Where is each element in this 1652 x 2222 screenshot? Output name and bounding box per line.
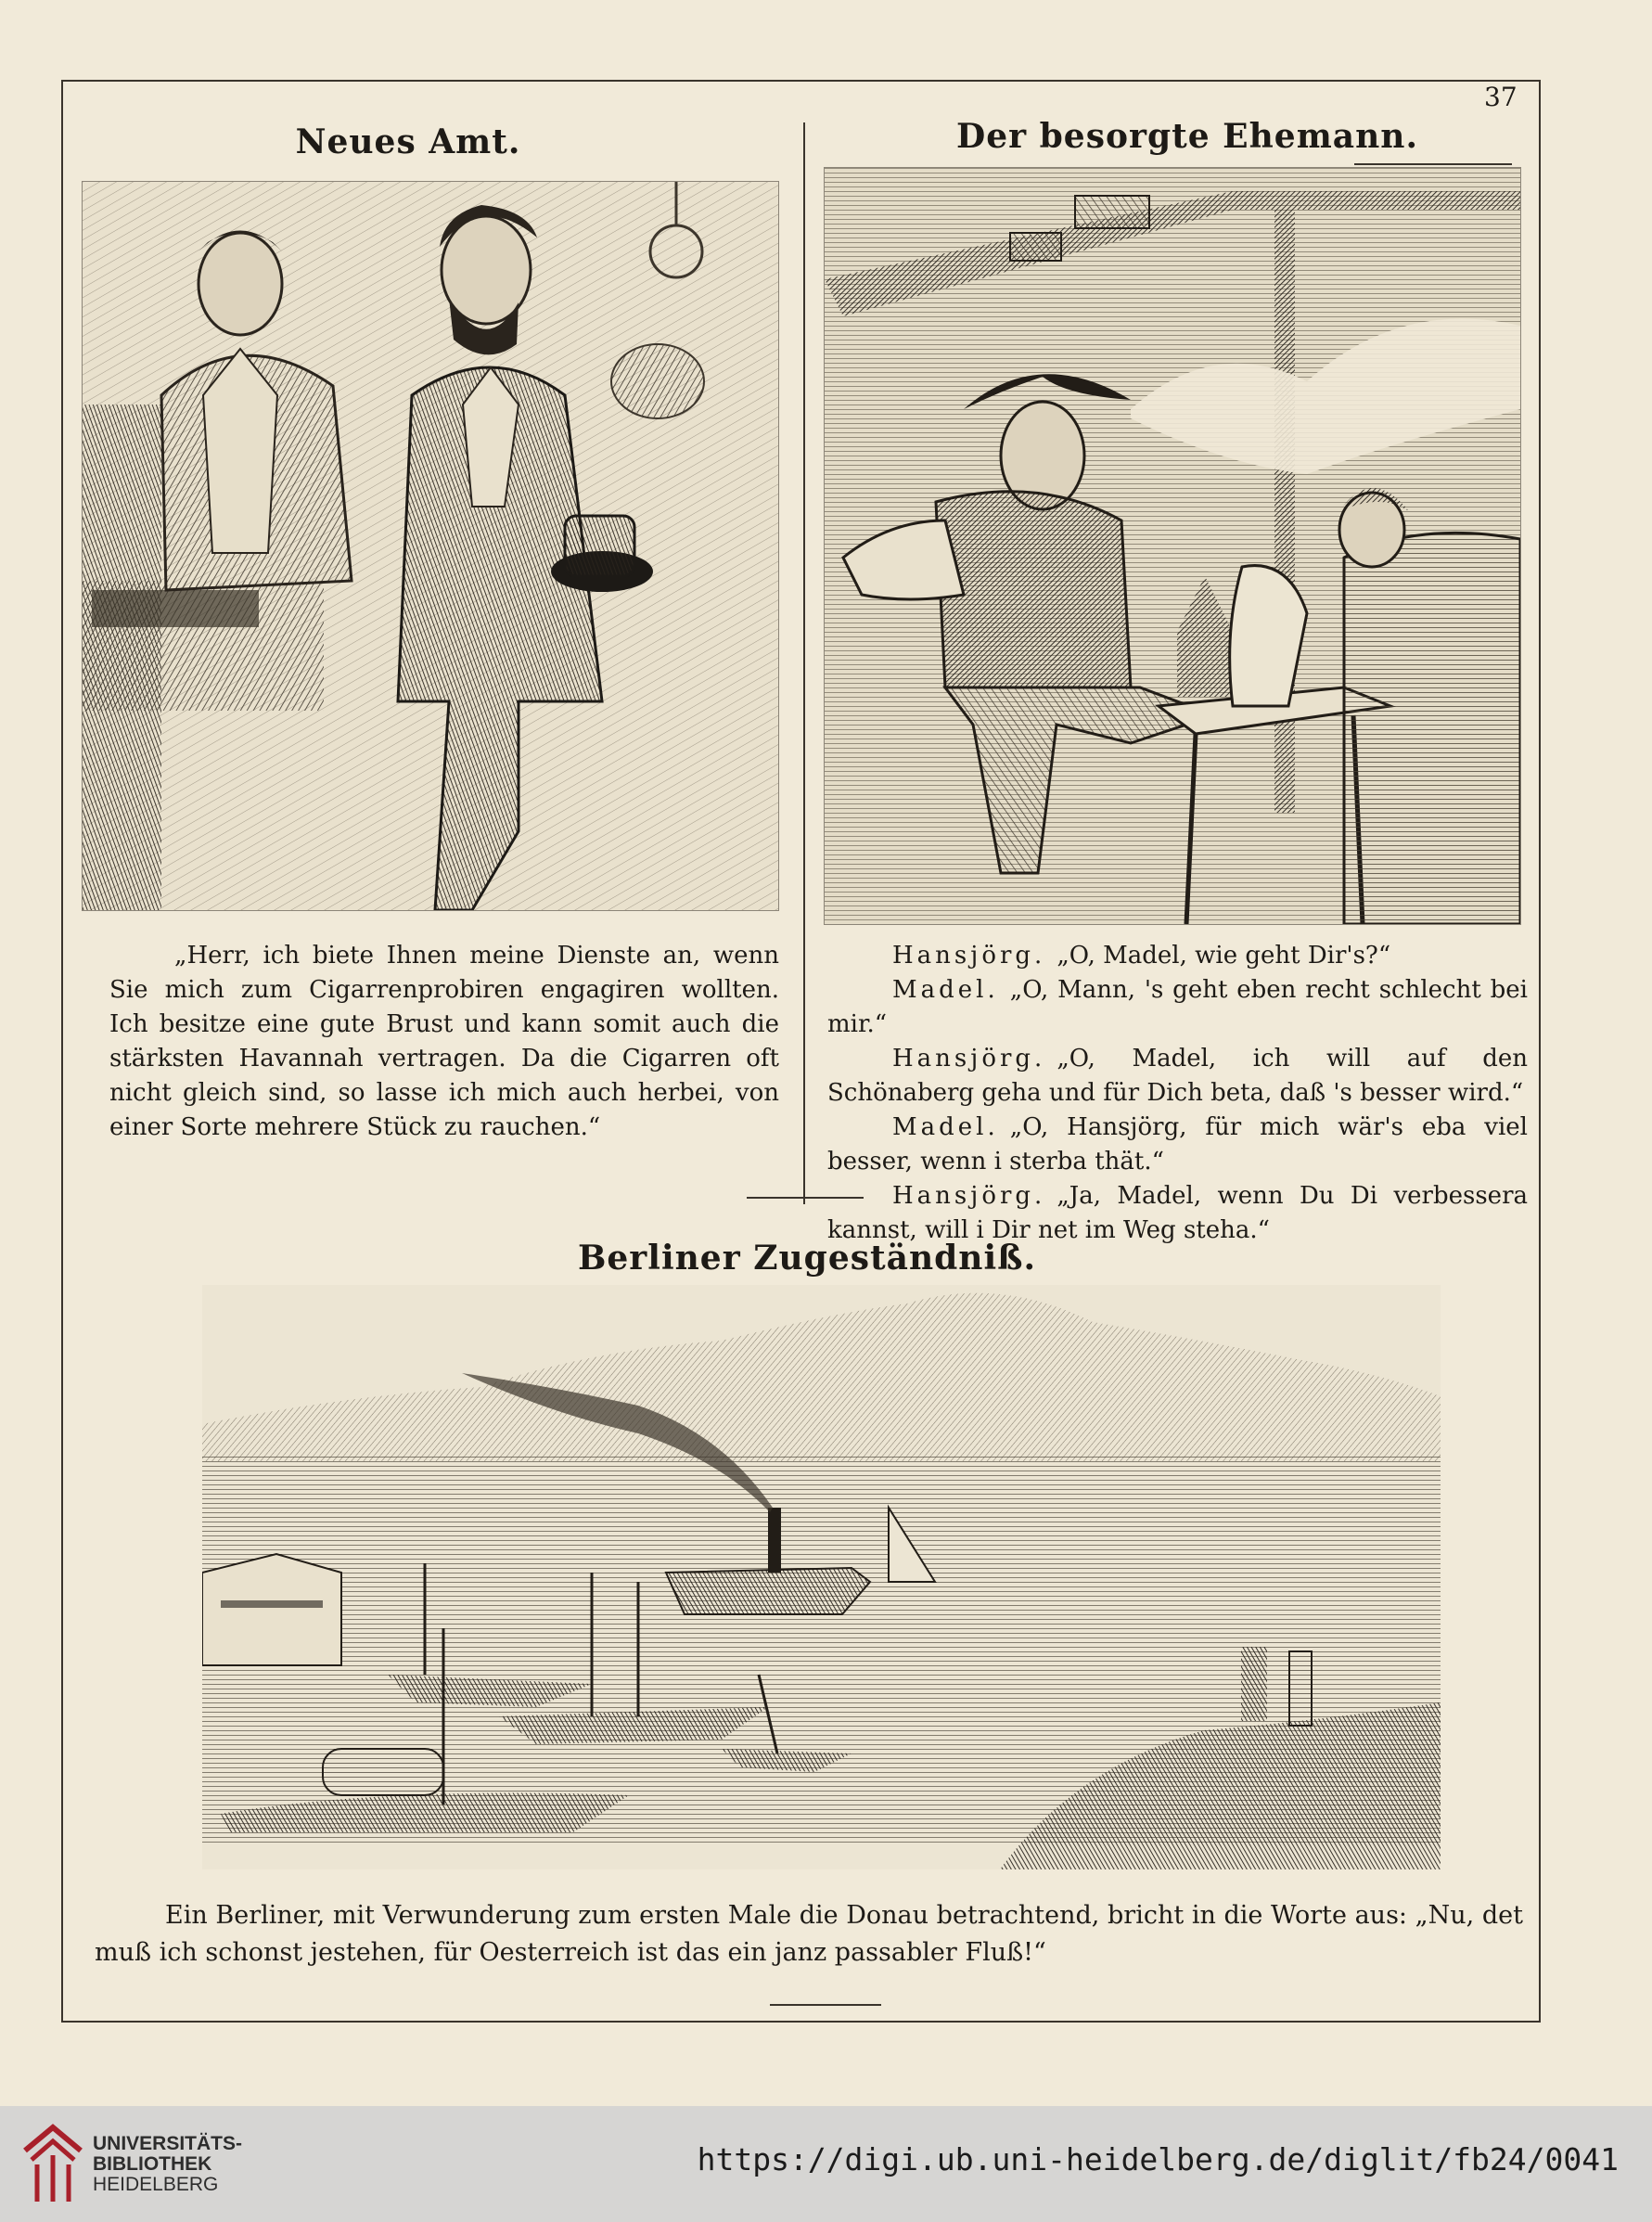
- column-divider: [803, 122, 805, 1204]
- source-url[interactable]: https://digi.ub.uni-heidelberg.de/diglit/fb24/0041: [697, 2141, 1619, 2177]
- left-caption-text: „Herr, ich biete Ihnen meine Dienste an, wenn Sie mich zum Cigarrenprobiren engagiren wollten. Ich besitze eine gute Brust und kann somit auch die stärksten Havannah vertragen. Da die Cigarren oft nicht gleich sind, so lasse ich mich auch herbei, von einer Sorte mehrere Stück zu rauchen.“: [109, 942, 779, 1141]
- dialog-line: [827, 973, 1528, 1042]
- right-section-title: Der besorgte Ehemann.: [956, 117, 1418, 156]
- dialog-line: [827, 939, 1528, 973]
- library-footer: [0, 2106, 1652, 2222]
- title-rule: [1354, 163, 1512, 165]
- illustration-danube: [202, 1285, 1441, 1869]
- dialog-text: „Ja, Madel, wenn Du Di verbessera kannst, will i Dir net im Weg steha.“: [827, 1182, 1528, 1244]
- bottom-caption: [95, 1897, 1523, 1972]
- dialog-text: „O, Madel, wie geht Dir's?“: [1057, 942, 1391, 970]
- dialog-speaker: Hansjörg.: [892, 1045, 1046, 1072]
- left-caption: [109, 939, 779, 1145]
- dialog-speaker: Madel.: [892, 976, 999, 1004]
- dialog-line: [827, 1179, 1528, 1248]
- library-logo-icon: [20, 2123, 85, 2206]
- dialog-line: [827, 1111, 1528, 1179]
- dialog-text: „O, Madel, ich will auf den Schönaberg geha und für Dich beta, daß 's besser wird.“: [827, 1045, 1528, 1107]
- end-rule: [770, 2004, 881, 2006]
- page-number: 37: [1484, 82, 1518, 112]
- illustration-tobacconist: [82, 181, 779, 911]
- dialog-speaker: Hansjörg.: [892, 942, 1046, 970]
- right-dialog: [827, 939, 1528, 1248]
- logo-line: BIBLIOTHEK: [93, 2153, 212, 2175]
- dialog-text: „O, Mann, 's geht eben recht schlecht bei mir.“: [827, 976, 1528, 1038]
- logo-line: HEIDELBERG: [93, 2174, 219, 2195]
- left-section-title: Neues Amt.: [295, 122, 521, 161]
- dialog-speaker: Hansjörg.: [892, 1182, 1046, 1210]
- library-logo-text: [93, 2134, 242, 2195]
- dialog-text: „O, Hansjörg, für mich wär's eba viel besser, wenn i sterba thät.“: [827, 1113, 1528, 1175]
- illustration-husband: [824, 167, 1521, 925]
- bottom-section-title: Berliner Zugeständniß.: [577, 1239, 1037, 1278]
- bottom-caption-text: Ein Berliner, mit Verwunderung zum ersten Male die Donau betrachtend, bricht in die Worte aus: „Nu, det muß ich schonst jestehen, für Oesterreich ist das ein janz passabler Fluß!“: [95, 1901, 1523, 1967]
- section-divider: [747, 1197, 864, 1199]
- dialog-line: [827, 1042, 1528, 1111]
- dialog-speaker: Madel.: [892, 1113, 999, 1141]
- logo-line: UNIVERSITÄTS-: [93, 2133, 243, 2154]
